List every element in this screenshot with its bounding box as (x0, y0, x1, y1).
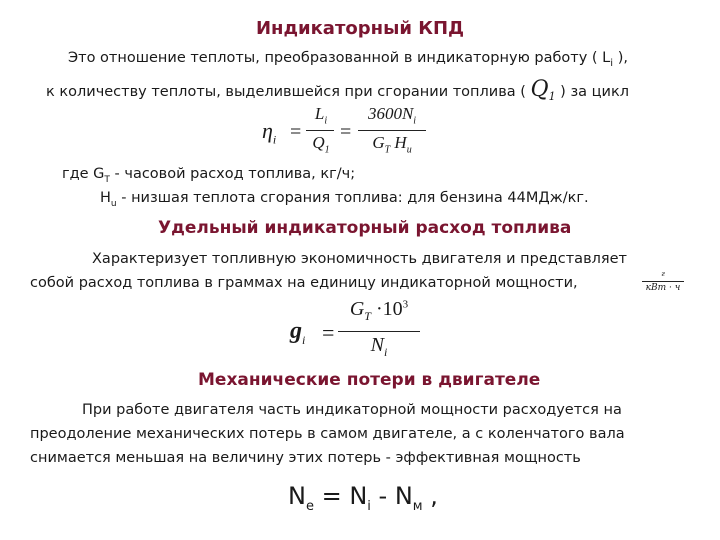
section-title-indicator-efficiency: Индикаторный КПД (255, 18, 465, 39)
text-line (68, 50, 628, 69)
text-line: снимается меньшая на величину этих потерь - эффективная мощность (30, 450, 581, 466)
text-fragment: к количеству теплоты, выделившейся при сгорании топлива ( (46, 84, 531, 100)
text-fragment: - часовой расход топлива, кг/ч; (109, 166, 356, 182)
formula-equals: = (340, 121, 352, 143)
subscript: i (367, 498, 371, 514)
text-line: При работе двигателя часть индикаторной мощности расходуется на (82, 402, 622, 418)
fraction-bar (338, 331, 420, 332)
subscript: 1 (548, 89, 556, 103)
subscript: 1 (324, 144, 330, 156)
fraction-bar (306, 130, 334, 131)
symbol-q: Q (530, 77, 549, 102)
symbol: N (370, 334, 384, 356)
text-line (30, 275, 578, 291)
formula-numerator (306, 104, 336, 126)
formula-numerator (336, 298, 422, 324)
definition-hu (100, 190, 589, 209)
fraction-bar (358, 130, 426, 131)
formula-equals: = (322, 320, 335, 345)
symbol: = N (313, 482, 368, 510)
symbol: 3600N (367, 104, 414, 123)
formula-g (290, 318, 305, 348)
subscript: u (406, 144, 412, 156)
formula-numerator (356, 104, 428, 126)
superscript: 3 (402, 298, 409, 311)
formula-denominator (336, 334, 422, 360)
text-fragment: H (100, 190, 111, 206)
subscript: T (384, 144, 391, 156)
subscript: i (413, 115, 417, 127)
effective-power-equation (288, 482, 438, 514)
text-fragment: собой расход топлива в граммах на единицу индикаторной мощности, (30, 275, 578, 291)
subscript: i (302, 332, 306, 347)
symbol: , (422, 482, 438, 510)
subscript: e (305, 498, 314, 514)
text-fragment: ), (613, 50, 628, 66)
text-fragment: - низшая теплота сгорания топлива: для бензина 44МДж/кг. (116, 190, 589, 206)
unit-numerator: г (661, 270, 665, 278)
symbol: H (390, 133, 407, 152)
symbol: η (262, 118, 273, 143)
fraction-bar (642, 281, 684, 282)
subscript: i (384, 345, 388, 359)
text-line: преодоление механических потерь в самом двигателе, а с коленчатого вала (30, 426, 625, 442)
subscript: T (364, 309, 371, 323)
section-title-specific-consumption: Удельный индикаторный расход топлива (158, 218, 572, 238)
formula-eta (262, 118, 276, 147)
subscript: i (272, 132, 277, 147)
subscript: u (110, 198, 117, 209)
subscript: i (324, 115, 328, 127)
symbol: G (349, 298, 365, 320)
formula-equals: = (290, 121, 302, 143)
formula-denominator (356, 133, 428, 155)
text-fragment: ) за цикл (555, 84, 629, 100)
unit-denominator: кВт · ч (645, 283, 681, 293)
symbol: ·10 (370, 298, 403, 320)
symbol: L (314, 104, 325, 123)
symbol: g (290, 318, 302, 344)
symbol: G (372, 133, 385, 152)
symbol: Q (312, 133, 325, 152)
text-line: Характеризует топливную экономичность двигателя и представляет (92, 251, 627, 267)
section-title-mechanical-losses: Механические потери в двигателе (198, 370, 541, 390)
formula-denominator (306, 133, 336, 155)
text-fragment: Это отношение теплоты, преобразованной в индикаторную работу ( L (68, 50, 611, 66)
subscript: i (610, 57, 614, 69)
symbol: - N (370, 482, 413, 510)
subscript: м (412, 498, 423, 514)
symbol: N (288, 482, 306, 510)
subscript: T (104, 174, 110, 185)
text-fragment: где G (62, 166, 105, 182)
text-line (46, 77, 629, 103)
definition-gt (62, 166, 355, 185)
